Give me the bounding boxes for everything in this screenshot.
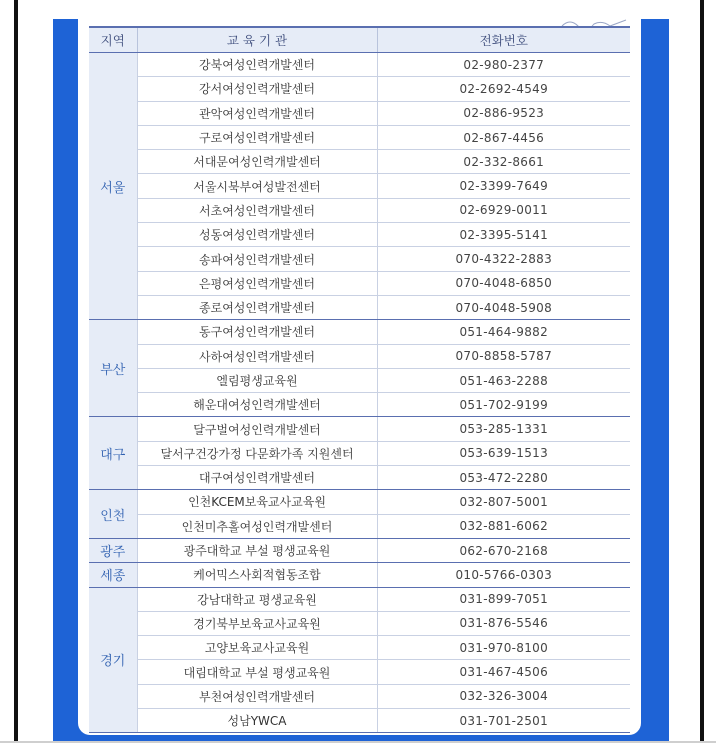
institution-cell: 강북여성인력개발센터 — [137, 53, 377, 77]
phone-cell: 070-8858-5787 — [377, 344, 630, 368]
institution-cell: 경기북부보육교사교육원 — [137, 611, 377, 635]
institution-cell: 달구벌여성인력개발센터 — [137, 417, 377, 441]
institution-cell: 사하여성인력개발센터 — [137, 344, 377, 368]
table-row — [89, 660, 630, 684]
phone-cell: 02-867-4456 — [377, 125, 630, 149]
phone-cell: 031-467-4506 — [377, 660, 630, 684]
phone-cell: 032-807-5001 — [377, 490, 630, 514]
table-row — [89, 368, 630, 392]
phone-cell: 053-639-1513 — [377, 441, 630, 465]
table-row — [89, 174, 630, 198]
table-row — [89, 636, 630, 660]
institution-cell: 구로여성인력개발센터 — [137, 125, 377, 149]
table-row — [89, 441, 630, 465]
table-header-row — [89, 27, 630, 53]
region-cell: 대구 — [89, 417, 137, 490]
institution-cell: 인천KCEM보육교사교육원 — [137, 490, 377, 514]
phone-cell: 070-4322-2883 — [377, 247, 630, 271]
institution-cell: 엘림평생교육원 — [137, 368, 377, 392]
institution-cell: 동구여성인력개발센터 — [137, 320, 377, 344]
phone-cell: 051-463-2288 — [377, 368, 630, 392]
table-row — [89, 125, 630, 149]
phone-cell: 02-980-2377 — [377, 53, 630, 77]
phone-cell: 032-326-3004 — [377, 684, 630, 708]
table-row — [89, 611, 630, 635]
table-row — [89, 466, 630, 490]
left-frame-border — [14, 0, 18, 743]
table-row — [89, 77, 630, 101]
phone-cell: 031-970-8100 — [377, 636, 630, 660]
table-row — [89, 393, 630, 417]
institution-cell: 서초여성인력개발센터 — [137, 198, 377, 222]
phone-cell: 02-886-9523 — [377, 101, 630, 125]
phone-cell: 02-3395-5141 — [377, 223, 630, 247]
phone-cell: 031-899-7051 — [377, 587, 630, 611]
table-row — [89, 709, 630, 733]
phone-cell: 053-285-1331 — [377, 417, 630, 441]
region-cell: 경기 — [89, 587, 137, 733]
phone-cell: 070-4048-6850 — [377, 271, 630, 295]
header-institution: 교 육 기 관 — [137, 27, 377, 53]
table-row — [89, 684, 630, 708]
phone-cell: 062-670-2168 — [377, 538, 630, 562]
phone-cell: 031-876-5546 — [377, 611, 630, 635]
table-row — [89, 587, 630, 611]
table-row — [89, 344, 630, 368]
phone-cell: 070-4048-5908 — [377, 295, 630, 319]
region-cell: 부산 — [89, 320, 137, 417]
header-region: 지역 — [89, 27, 137, 53]
table-row — [89, 150, 630, 174]
region-cell: 광주 — [89, 538, 137, 562]
institution-cell: 성남YWCA — [137, 709, 377, 733]
phone-cell: 051-464-9882 — [377, 320, 630, 344]
region-cell: 세종 — [89, 563, 137, 587]
table-row — [89, 198, 630, 222]
table-row — [89, 223, 630, 247]
institution-cell: 은평여성인력개발센터 — [137, 271, 377, 295]
table-row — [89, 490, 630, 514]
region-cell: 서울 — [89, 53, 137, 320]
table-row — [89, 514, 630, 538]
institution-cell: 고양보육교사교육원 — [137, 636, 377, 660]
phone-cell: 032-881-6062 — [377, 514, 630, 538]
institution-cell: 송파여성인력개발센터 — [137, 247, 377, 271]
phone-cell: 053-472-2280 — [377, 466, 630, 490]
institution-cell: 성동여성인력개발센터 — [137, 223, 377, 247]
table-row — [89, 271, 630, 295]
institution-cell: 서대문여성인력개발센터 — [137, 150, 377, 174]
phone-cell: 051-702-9199 — [377, 393, 630, 417]
institution-cell: 강서여성인력개발센터 — [137, 77, 377, 101]
institution-cell: 대구여성인력개발센터 — [137, 466, 377, 490]
institution-cell: 강남대학교 평생교육원 — [137, 587, 377, 611]
table-row — [89, 538, 630, 562]
training-institutions-table — [89, 26, 630, 733]
table-row — [89, 53, 630, 77]
institution-cell: 해운대여성인력개발센터 — [137, 393, 377, 417]
table-row — [89, 320, 630, 344]
table-row — [89, 101, 630, 125]
table-row — [89, 295, 630, 319]
institution-cell: 부천여성인력개발센터 — [137, 684, 377, 708]
phone-cell: 031-701-2501 — [377, 709, 630, 733]
institution-cell: 관악여성인력개발센터 — [137, 101, 377, 125]
institution-cell: 광주대학교 부설 평생교육원 — [137, 538, 377, 562]
header-phone: 전화번호 — [377, 27, 630, 53]
table-row — [89, 247, 630, 271]
institution-cell: 달서구건강가정 다문화가족 지원센터 — [137, 441, 377, 465]
phone-cell: 010-5766-0303 — [377, 563, 630, 587]
institution-cell: 서울시북부여성발전센터 — [137, 174, 377, 198]
institution-cell: 인천미추홀여성인력개발센터 — [137, 514, 377, 538]
table-row — [89, 417, 630, 441]
right-frame-border — [700, 0, 704, 743]
phone-cell: 02-3399-7649 — [377, 174, 630, 198]
phone-cell: 02-332-8661 — [377, 150, 630, 174]
institution-cell: 종로여성인력개발센터 — [137, 295, 377, 319]
region-cell: 인천 — [89, 490, 137, 539]
institution-cell: 케어믹스사회적협동조합 — [137, 563, 377, 587]
table-row — [89, 563, 630, 587]
institution-cell: 대림대학교 부설 평생교육원 — [137, 660, 377, 684]
phone-cell: 02-2692-4549 — [377, 77, 630, 101]
phone-cell: 02-6929-0011 — [377, 198, 630, 222]
bottom-divider — [0, 741, 716, 743]
